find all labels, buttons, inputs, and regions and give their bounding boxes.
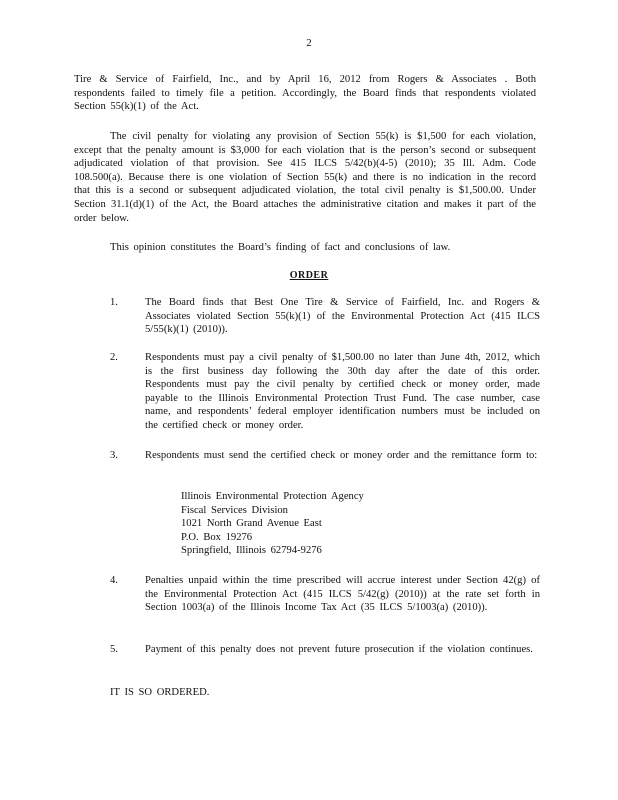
remittance-address xyxy=(181,490,364,558)
order-item-text: Penalties unpaid within the time prescribed will accrue interest under Section 42(g) of the Environmental Protection Act (415 ILCS 5/42(g) (2010)) at the rate set forth in Section 1003(a) of the Illinois Income Tax Act (35 ILCS 5/1003(a) (2010)). xyxy=(145,575,540,614)
closing-statement: IT IS SO ORDERED. xyxy=(110,687,210,698)
order-item-text: The Board finds that Best One Tire & Service of Fairfield, Inc. and Rogers & Associates violated Section 55(k)(1) of the Environmental Protection Act (415 ILCS 5/55(k)(1) (2010)). xyxy=(145,297,540,336)
order-heading: ORDER xyxy=(289,270,329,281)
order-item-number: 1. xyxy=(110,297,118,308)
order-item-text: Respondents must send the certified check or money order and the remittance form to: xyxy=(145,450,538,461)
address-line-city: Springfield, Illinois 62794-9276 xyxy=(181,545,322,557)
paragraph-civil-penalty: The civil penalty for violating any provision of Section 55(k) is $1,500 for each violation, except that the penalty amount is $3,000 for each violation that is the person’s second or subsequent adjudicated violation of that provision. See 415 ILCS 5/42(b)(4-5) (2010); 35 Ill. Adm. Code 108.500(a). Because there is one violation of Section 55(k) and there is no indication in the record that this is a second or subsequent adjudicated violation, the total civil penalty is $1,500.00. Under Section 31.1(d)(1) of the Act, the Board attaches the administrative citation and makes it part of the order below. xyxy=(74,131,536,224)
address-line-agency: Illinois Environmental Protection Agency xyxy=(181,491,364,502)
order-item-number: 4. xyxy=(110,575,118,586)
paragraph-opinion-statement: This opinion constitutes the Board’s finding of fact and conclusions of law. xyxy=(110,242,451,253)
order-item-text: Payment of this penalty does not prevent future prosecution if the violation continues. xyxy=(145,644,533,655)
order-item-number: 5. xyxy=(110,644,118,655)
order-item-number: 2. xyxy=(110,352,118,363)
order-item-number: 3. xyxy=(110,450,118,461)
paragraph-respondents-failed: Tire & Service of Fairfield, Inc., and by April 16, 2012 from Rogers & Associates . Both respondents failed to timely file a petition. Accordingly, the Board finds that respondents violated Section 55(k)(1) of the Act. xyxy=(74,74,536,113)
address-line-street: 1021 North Grand Avenue East xyxy=(181,518,322,530)
page-number: 2 xyxy=(306,37,312,49)
address-line-po-box: P.O. Box 19276 xyxy=(181,531,253,543)
order-item-text: Respondents must pay a civil penalty of $1,500.00 no later than June 4th, 2012, which is the first business day following the 30th day after the date of this order. Respondents must pay the civil penalty by certified check or money order, made payable to the Illinois Environmental Protection Trust Fund. The case number, case name, and respondents’ federal employer identification numbers must be included on the certified check or money order. xyxy=(145,352,540,431)
address-line-division: Fiscal Services Division xyxy=(181,504,288,516)
